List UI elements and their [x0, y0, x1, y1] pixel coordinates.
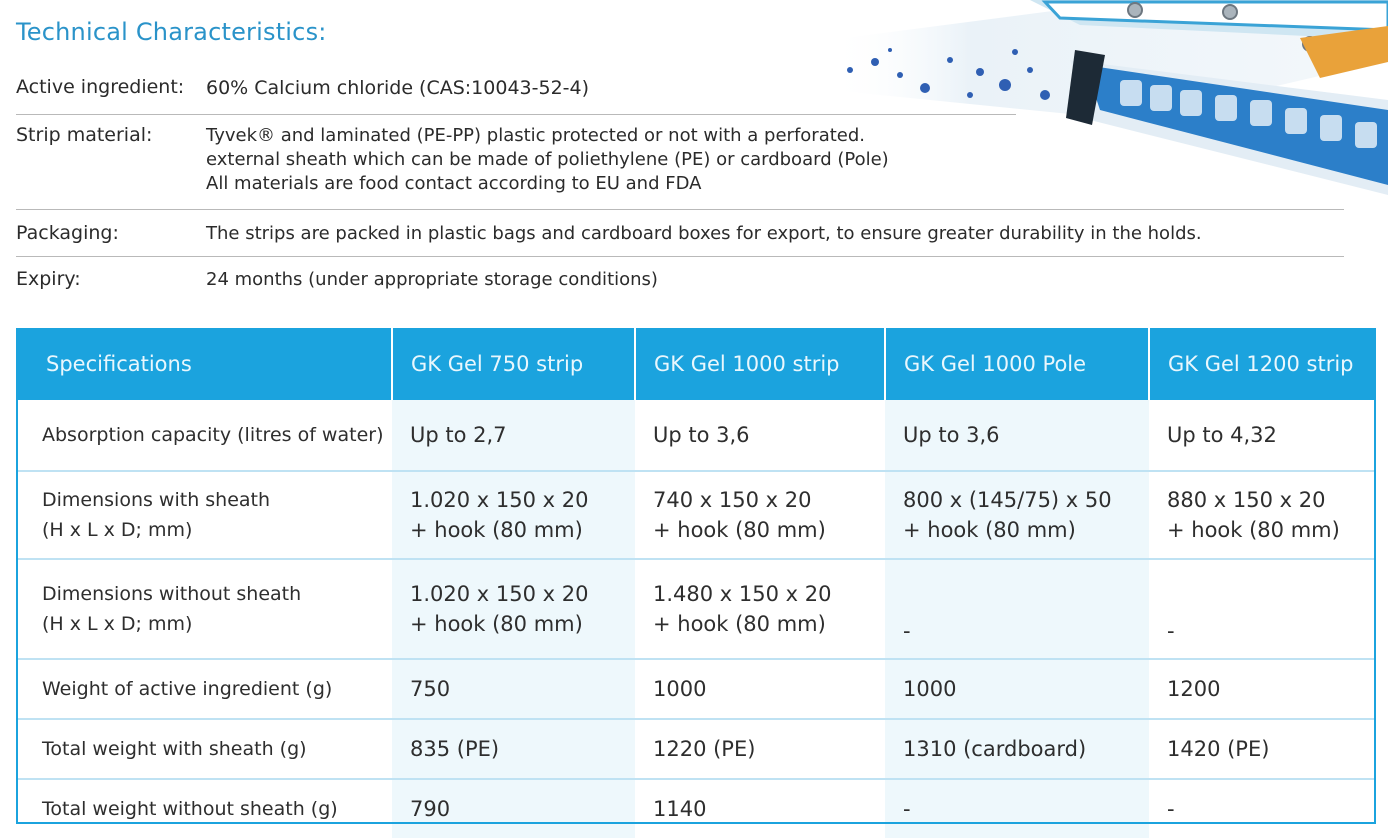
table-row: [16, 659, 1376, 719]
table-cell: [1149, 559, 1376, 659]
table-cell: [392, 471, 635, 559]
cell-line: + hook (80 mm): [903, 518, 1076, 542]
header-cell: GK Gel 1000 strip: [635, 328, 885, 400]
characteristic-label: Active ingredient:: [16, 76, 185, 98]
row-label-line: Total weight with sheath (g): [42, 738, 307, 760]
row-label-line: Dimensions with sheath: [42, 489, 271, 511]
characteristic-label: Expiry:: [16, 268, 81, 290]
table-cell: [1149, 400, 1376, 471]
table-cell: [635, 719, 885, 779]
cell-line: Up to 4,32: [1167, 423, 1277, 447]
row-label: [16, 400, 392, 471]
characteristic-value-line: Tyvek® and laminated (PE-PP) plastic protected or not with a perforated.: [206, 125, 866, 146]
row-label-line: Dimensions without sheath: [42, 583, 302, 605]
table-cell: [1149, 659, 1376, 719]
cell-line: -: [903, 797, 911, 821]
divider: [16, 256, 1344, 257]
row-label: [16, 719, 392, 779]
cell-line: Up to 2,7: [410, 423, 507, 447]
cell-line: 1.020 x 150 x 20: [410, 488, 589, 512]
table-cell: [885, 659, 1149, 719]
table-cell: [392, 719, 635, 779]
cell-line: + hook (80 mm): [410, 612, 583, 636]
cell-line: 1000: [653, 677, 707, 701]
table-cell: [1149, 471, 1376, 559]
characteristic-value: [206, 268, 1346, 292]
table-cell: [1149, 719, 1376, 779]
characteristic-label: Strip material:: [16, 124, 153, 146]
table-cell: [635, 659, 885, 719]
cell-line: 1.480 x 150 x 20: [653, 582, 832, 606]
cell-line: + hook (80 mm): [410, 518, 583, 542]
table-cell: [885, 719, 1149, 779]
cell-line: + hook (80 mm): [653, 612, 826, 636]
table-header-row: [16, 328, 1376, 400]
header-cell: GK Gel 750 strip: [392, 328, 635, 400]
table-cell: [635, 471, 885, 559]
table-row: [16, 779, 1376, 838]
row-label: [16, 471, 392, 559]
table-row: [16, 400, 1376, 471]
cell-line: 790: [410, 797, 451, 821]
cell-line: -: [1167, 619, 1175, 643]
cell-line: Up to 3,6: [653, 423, 750, 447]
table-row: [16, 719, 1376, 779]
cell-line: 750: [410, 677, 451, 701]
table-cell: [885, 559, 1149, 659]
cell-line: 880 x 150 x 20: [1167, 488, 1326, 512]
characteristic-value-line: external sheath which can be made of poliethylene (PE) or cardboard (Pole): [206, 149, 889, 170]
cell-line: + hook (80 mm): [653, 518, 826, 542]
header-cell: GK Gel 1000 Pole: [885, 328, 1149, 400]
specifications-table: [16, 328, 1376, 838]
cell-line: 1140: [653, 797, 707, 821]
table-cell: [885, 779, 1149, 838]
row-label-line: (H x L x D; mm): [42, 613, 193, 635]
table-cell: [392, 659, 635, 719]
cell-line: -: [1167, 797, 1175, 821]
cell-line: 800 x (145/75) x 50: [903, 488, 1112, 512]
table-cell: [635, 559, 885, 659]
cell-line: -: [903, 619, 911, 643]
row-label-line: (H x L x D; mm): [42, 519, 193, 541]
cell-line: 835 (PE): [410, 737, 500, 761]
table-cell: [635, 400, 885, 471]
row-label: [16, 659, 392, 719]
cell-line: 1310 (cardboard): [903, 737, 1087, 761]
table-cell: [392, 400, 635, 471]
cell-line: 1200: [1167, 677, 1221, 701]
table-cell: [392, 779, 635, 838]
characteristic-label: Packaging:: [16, 222, 119, 244]
characteristic-value-line: 24 months (under appropriate storage conditions): [206, 269, 658, 290]
characteristic-value-line: All materials are food contact according to EU and FDA: [206, 173, 702, 194]
cell-line: 1420 (PE): [1167, 737, 1270, 761]
page-title: Technical Characteristics:: [16, 18, 327, 46]
cell-line: + hook (80 mm): [1167, 518, 1340, 542]
header-cell: GK Gel 1200 strip: [1149, 328, 1376, 400]
characteristic-value-line: The strips are packed in plastic bags and cardboard boxes for export, to ensure greater durability in the holds.: [206, 223, 1202, 244]
header-cell: Specifications: [16, 328, 392, 400]
row-label-line: Weight of active ingredient (g): [42, 678, 333, 700]
table-cell: [392, 559, 635, 659]
cell-line: Up to 3,6: [903, 423, 1000, 447]
cell-line: 1000: [903, 677, 957, 701]
table-row: [16, 471, 1376, 559]
table-row: [16, 559, 1376, 659]
table-cell: [635, 779, 885, 838]
characteristic-value-line: 60% Calcium chloride (CAS:10043-52-4): [206, 77, 590, 99]
table-cell: [885, 471, 1149, 559]
row-label-line: Absorption capacity (litres of water): [42, 424, 384, 446]
cell-line: 1.020 x 150 x 20: [410, 582, 589, 606]
row-label-line: Total weight without sheath (g): [42, 798, 338, 820]
row-label: [16, 559, 392, 659]
desiccant-strip-photo: [830, 0, 1388, 195]
cell-line: 740 x 150 x 20: [653, 488, 812, 512]
row-label: [16, 779, 392, 838]
cell-line: 1220 (PE): [653, 737, 756, 761]
characteristic-value: [206, 222, 1346, 246]
divider: [16, 209, 1344, 210]
table-cell: [1149, 779, 1376, 838]
table-cell: [885, 400, 1149, 471]
